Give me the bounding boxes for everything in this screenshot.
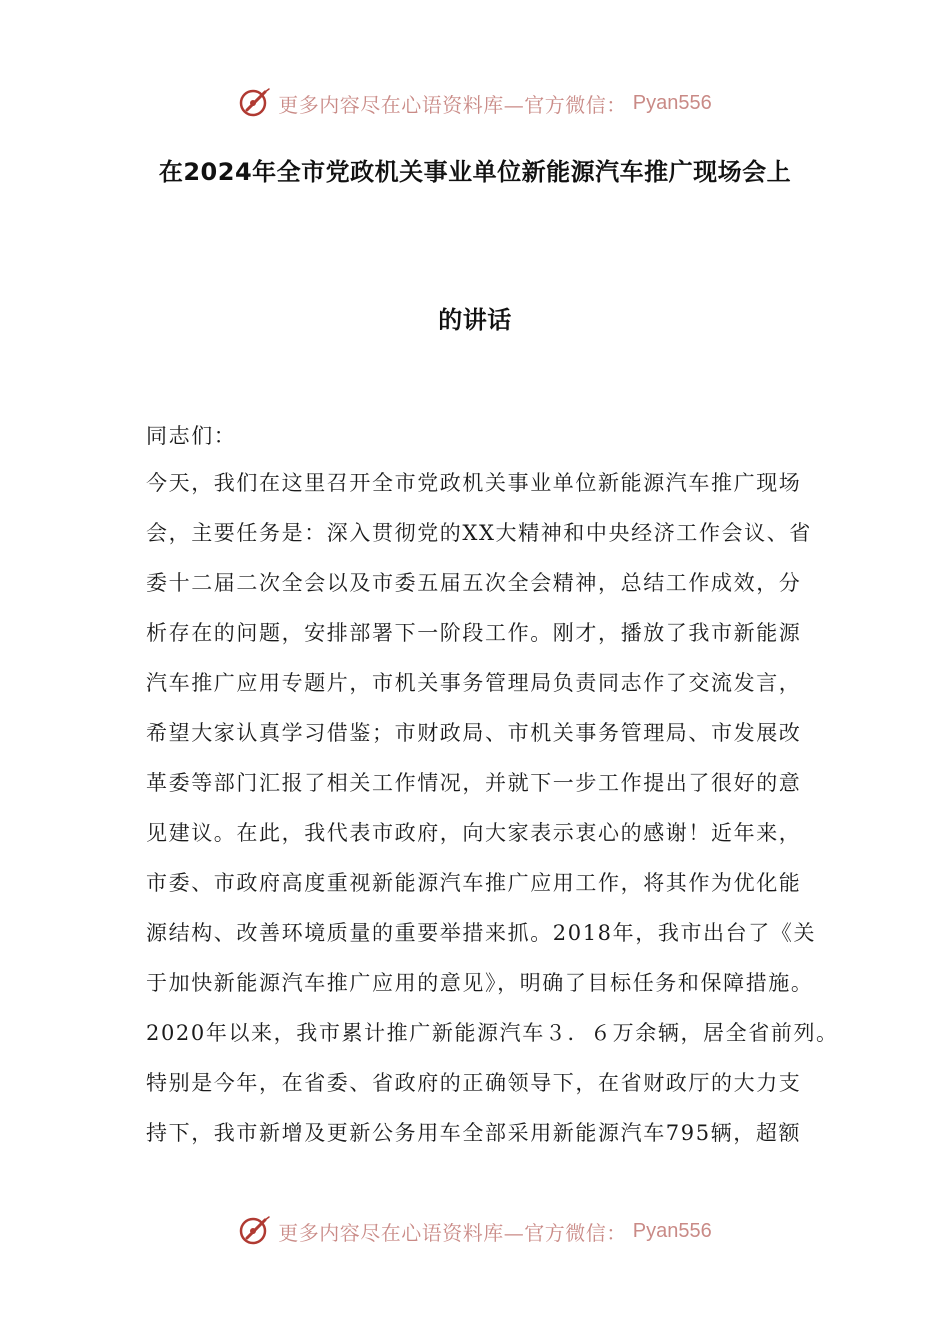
body-line: 会，主要任务是：深入贯彻党的XX大精神和中央经济工作会议、省	[146, 521, 812, 545]
header-banner-handle: Pyan556	[632, 91, 712, 114]
footer-banner-text: 更多内容尽在心语资料库—官方微信：	[278, 1220, 627, 1245]
body-line: 见建议。在此，我代表市政府，向大家表示衷心的感谢！近年来，	[146, 821, 802, 845]
body-line: 市委、市政府高度重视新能源汽车推广应用工作，将其作为优化能	[146, 871, 802, 895]
body-line: 委十二届二次全会以及市委五届五次全会精神，总结工作成效，分	[146, 571, 802, 595]
header-watermark-banner	[0, 83, 950, 123]
footer-watermark-banner	[0, 1211, 950, 1251]
document-title-line2: 的讲话	[438, 306, 512, 334]
body-paragraph	[146, 458, 839, 1158]
body-line: 持下，我市新增及更新公务用车全部采用新能源汽车795辆，超额	[146, 1121, 802, 1145]
footer-banner-handle: Pyan556	[632, 1219, 712, 1242]
body-line: 汽车推广应用专题片，市机关事务管理局负责同志作了交流发言，	[146, 671, 802, 695]
document-title-line1: 在2024年全市党政机关事业单位新能源汽车推广现场会上	[158, 158, 792, 186]
body-line: 析存在的问题，安排部署下一阶段工作。刚才，播放了我市新能源	[146, 621, 802, 645]
pen-logo-icon	[238, 1214, 272, 1248]
body-line: 2020年以来，我市累计推广新能源汽车３．６万余辆，居全省前列。	[146, 1021, 839, 1045]
body-line: 今天，我们在这里召开全市党政机关事业单位新能源汽车推广现场	[146, 471, 802, 495]
body-line: 源结构、改善环境质量的重要举措来抓。2018年，我市出台了《关	[146, 921, 817, 945]
body-line: 希望大家认真学习借鉴；市财政局、市机关事务管理局、市发展改	[146, 721, 802, 745]
header-banner-text: 更多内容尽在心语资料库—官方微信：	[278, 92, 627, 117]
pen-logo-icon	[238, 86, 272, 120]
body-line: 于加快新能源汽车推广应用的意见》，明确了目标任务和保障措施。	[146, 971, 814, 995]
body-line: 革委等部门汇报了相关工作情况，并就下一步工作提出了很好的意	[146, 771, 802, 795]
salutation: 同志们：	[146, 424, 237, 448]
body-line: 特别是今年，在省委、省政府的正确领导下，在省财政厅的大力支	[146, 1071, 802, 1095]
